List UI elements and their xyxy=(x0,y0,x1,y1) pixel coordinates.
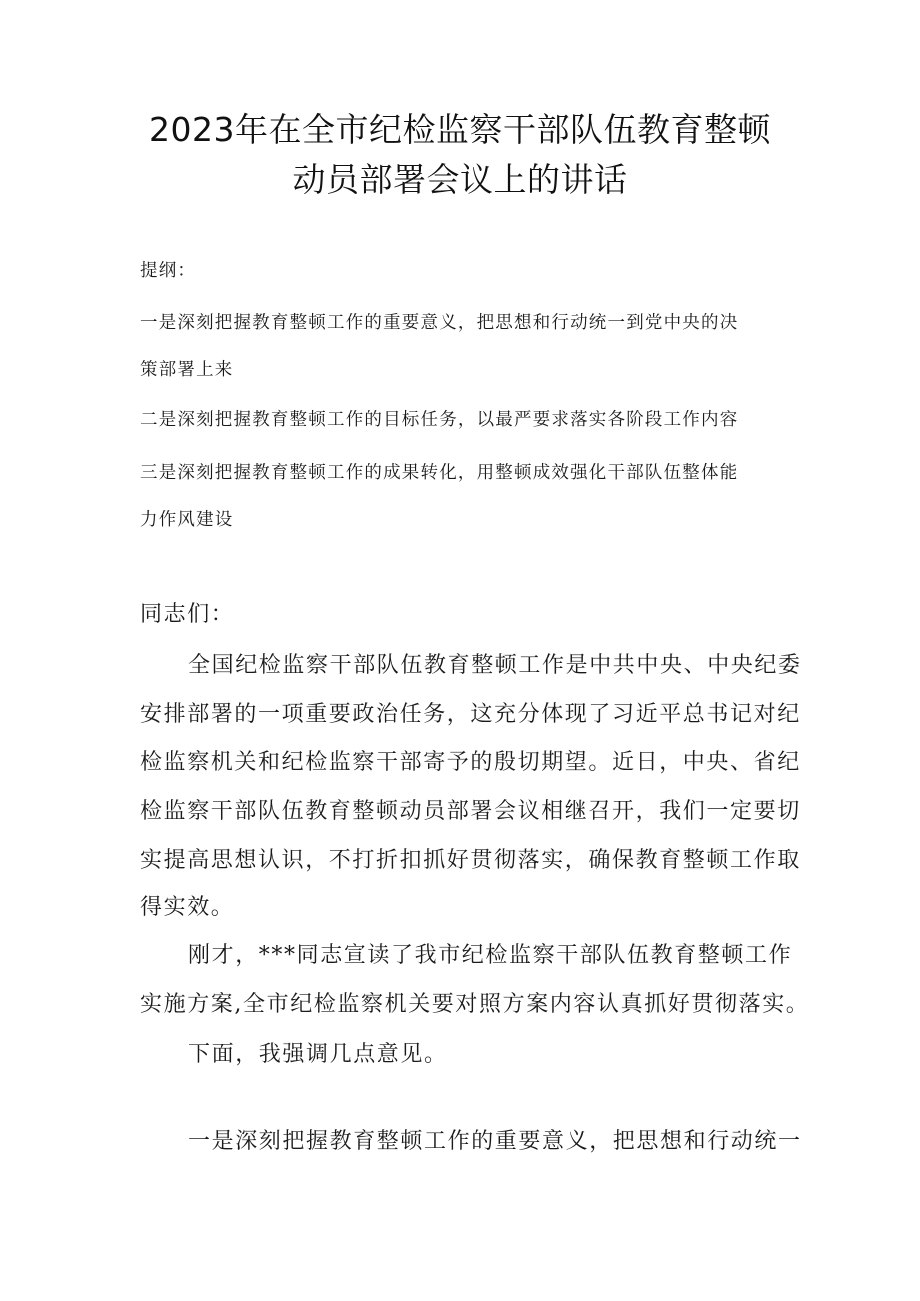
document-title-line-2: 动员部署会议上的讲话 xyxy=(292,160,628,199)
paragraph-line: 安排部署的一项重要政治任务，这充分体现了习近平总书记对纪 xyxy=(140,702,801,727)
outline-item: 二是深刻把握教育整顿工作的目标任务，以最严要求落实各阶段工作内容 xyxy=(140,410,739,430)
paragraph-line: 检监察干部队伍教育整顿动员部署会议相继召开，我们一定要切 xyxy=(140,799,801,824)
paragraph-line: 全国纪检监察干部队伍教育整顿工作是中共中央、中央纪委 xyxy=(188,653,802,678)
paragraph-line: 检监察机关和纪检监察干部寄予的殷切期望。近日，中央、省纪 xyxy=(140,750,801,775)
outline-item: 策部署上来 xyxy=(140,360,234,380)
salutation: 同志们： xyxy=(140,602,235,627)
document-title-line-1: 2023年在全市纪检监察干部队伍教育整顿 xyxy=(149,110,771,149)
paragraph-line: 一是深刻把握教育整顿工作的重要意义，把思想和行动统一 xyxy=(188,1129,802,1154)
outline-label: 提纲： xyxy=(140,261,197,281)
outline-item: 力作风建设 xyxy=(140,510,234,530)
paragraph-line: 实提高思想认识，不打折扣抓好贯彻落实，确保教育整顿工作取 xyxy=(140,848,801,873)
paragraph-line: 得实效。 xyxy=(140,895,235,920)
outline-item: 三是深刻把握教育整顿工作的成果转化，用整顿成效强化干部队伍整体能 xyxy=(140,463,739,483)
paragraph-line: 实施方案,全市纪检监察机关要对照方案内容认真抓好贯彻落实。 xyxy=(140,992,810,1017)
paragraph-line: 下面，我强调几点意见。 xyxy=(188,1042,448,1067)
paragraph-line: 刚才，***同志宣读了我市纪检监察干部队伍教育整顿工作 xyxy=(188,943,793,968)
outline-item: 一是深刻把握教育整顿工作的重要意义，把思想和行动统一到党中央的决 xyxy=(140,313,739,333)
